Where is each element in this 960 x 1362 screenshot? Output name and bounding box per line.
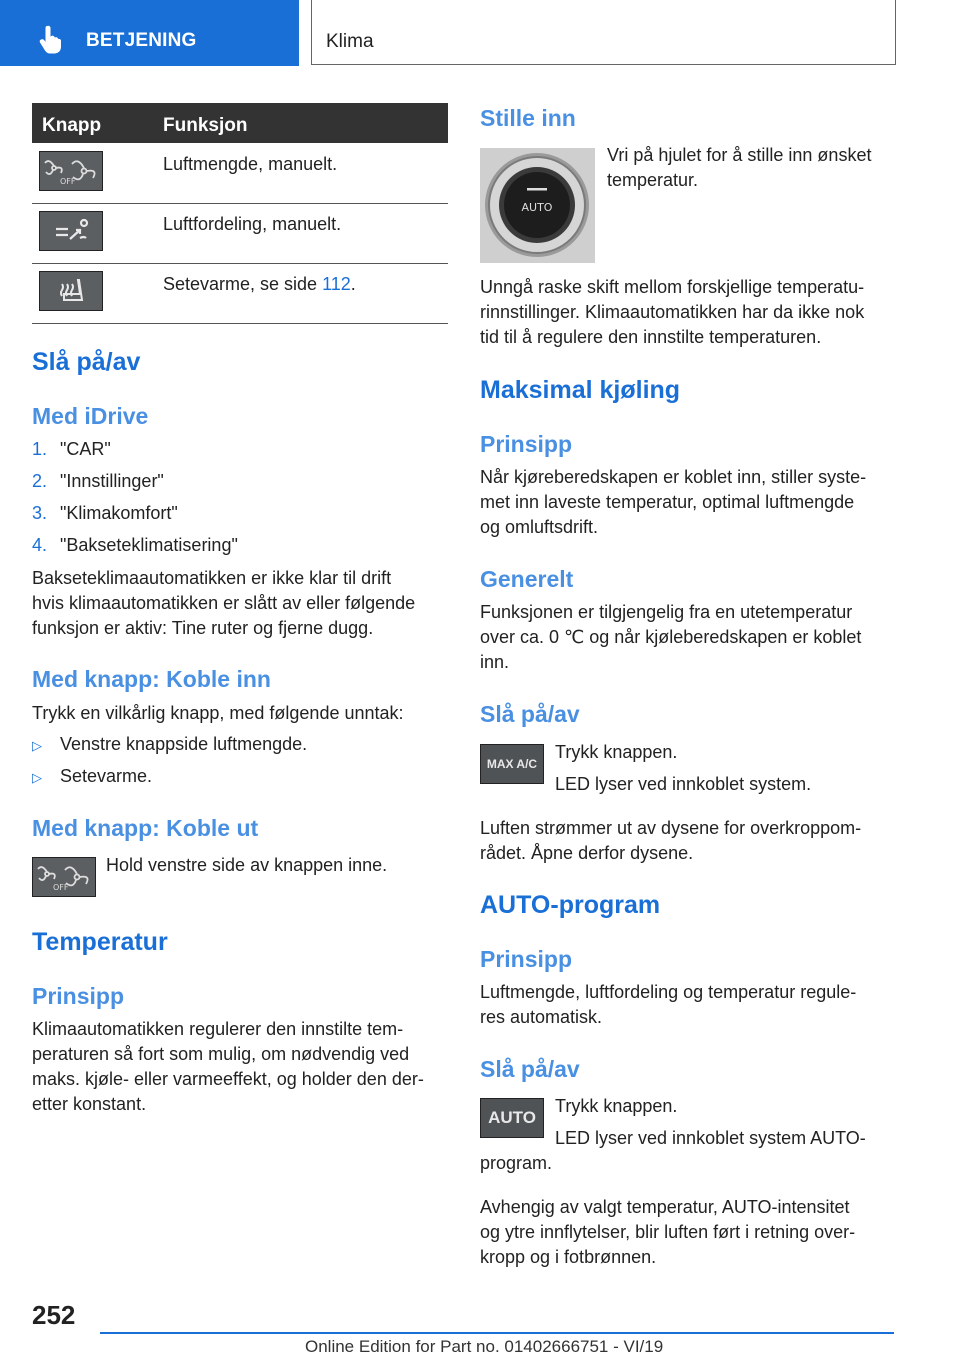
footer-divider <box>100 1332 894 1334</box>
page-reference-link[interactable]: 112 <box>322 274 351 294</box>
auto-led-text: LED lyser ved innkoblet system AUTO- program. <box>480 1128 866 1173</box>
general-text: Funksjonen er tilgjengelig fra en utetemperatur over ca. 0 ℃ og når kjøleberedskapen er koblet inn. <box>480 602 862 672</box>
page-number: 252 <box>32 1300 76 1330</box>
list-item: ▷ Venstre knappside luftmengde. <box>32 732 307 758</box>
heading-principle: Prinsipp <box>32 983 125 1009</box>
set-text: Vri på hjulet for å stille inn ønsket temperatur. <box>607 145 872 190</box>
heading-auto-program: AUTO-program <box>480 891 661 919</box>
temperature-knob-image <box>480 148 595 263</box>
list-item: 3. "Klimakomfort" <box>32 503 178 523</box>
hand-pointer-icon <box>38 24 64 54</box>
function-text: Setevarme, se side 112. <box>163 274 356 294</box>
edition-text: Online Edition for Part no. 01402666751 - VI/19 <box>305 1337 664 1356</box>
heading-principle: Prinsipp <box>480 946 573 972</box>
list-item: ▷ Setevarme. <box>32 764 152 790</box>
svg-text:OFF: OFF <box>60 177 76 186</box>
function-text: Luftfordeling, manuelt. <box>163 214 342 234</box>
section-tab-label: BETJENING <box>86 30 197 51</box>
section-tab[interactable] <box>0 0 299 66</box>
auto-button-icon: AUTO <box>480 1098 544 1138</box>
seat-heating-icon <box>39 271 103 311</box>
principle-text: Klimaautomatikken regulerer den innstilte tem- peraturen så fort som mulig, om nødvendig ved maks. kjøle- eller varmeeffekt, og holder den der- etter konstant. <box>32 1019 424 1114</box>
heading-set: Stille inn <box>480 105 576 131</box>
auto-principle-text: Luftmengde, luftfordeling og temperatur regule- res automatisk. <box>480 982 857 1027</box>
table-header <box>32 103 448 143</box>
column-header-button: Knapp <box>42 115 102 136</box>
led-text: LED lyser ved innkoblet system. <box>555 774 812 794</box>
idrive-note: Bakseteklimaautomatikken er ikke klar til drift hvis klimaautomatikken er slått av eller følgende funksjon er aktiv: Tine ruter og fjerne dugg. <box>32 568 416 638</box>
heading-on-off: Slå på/av <box>480 701 580 727</box>
press-button-text: Trykk knappen. <box>555 1096 678 1116</box>
button-off-text: Hold venstre side av knappen inne. <box>106 855 388 875</box>
fan-off-icon <box>32 857 96 897</box>
heading-principle: Prinsipp <box>480 431 573 457</box>
svg-text:OFF: OFF <box>53 883 69 892</box>
press-button-text: Trykk knappen. <box>555 742 678 762</box>
heading-button-on: Med knapp: Koble inn <box>32 666 271 692</box>
set-note: Unngå raske skift mellom forskjellige temperatu- rinnstillinger. Klimaautomatikken har da ikke nok tid til å regulere den innstilte temperaturen. <box>480 277 865 347</box>
triangle-bullet-icon: ▷ <box>32 770 42 785</box>
step-list <box>32 437 238 565</box>
heading-temperature: Temperatur <box>32 928 168 956</box>
max-ac-button-icon: MAX A/C <box>480 744 544 784</box>
list-item: 2. "Innstillinger" <box>32 471 164 491</box>
table-row <box>32 143 448 204</box>
table-row <box>32 203 448 264</box>
triangle-bullet-icon: ▷ <box>32 738 42 753</box>
heading-on-off: Slå på/av <box>32 348 141 376</box>
fan-off-icon <box>39 151 103 191</box>
heading-button-off: Med knapp: Koble ut <box>32 815 259 841</box>
air-distribution-icon <box>39 211 103 251</box>
list-item: 4. "Bakseteklimatisering" <box>32 535 238 555</box>
function-text: Luftmengde, manuelt. <box>163 154 338 174</box>
max-ac-note: Luften strømmer ut av dysene for overkroppom- rådet. Åpne derfor dysene. <box>480 818 862 863</box>
chapter-tab-label: Klima <box>326 31 374 52</box>
max-principle-text: Når kjøreberedskapen er koblet inn, stiller syste- met inn laveste temperatur, optimal luftmengde og omluftsdrift. <box>480 467 867 537</box>
heading-max-cooling: Maksimal kjøling <box>480 376 681 404</box>
table-row <box>32 263 448 324</box>
heading-idrive: Med iDrive <box>32 403 149 429</box>
button-on-text: Trykk en vilkårlig knapp, med følgende unntak: <box>32 703 404 723</box>
column-header-function: Funksjon <box>163 115 248 136</box>
list-item: 1. "CAR" <box>32 439 111 459</box>
knob-auto-label: AUTO <box>521 201 553 214</box>
heading-on-off: Slå på/av <box>480 1056 580 1082</box>
auto-note: Avhengig av valgt temperatur, AUTO-intensitet og ytre innflytelser, blir luften ført i retning over- kropp og i fotbrønnen. <box>480 1197 856 1267</box>
heading-general: Generelt <box>480 566 574 592</box>
chapter-tab[interactable] <box>311 0 896 65</box>
